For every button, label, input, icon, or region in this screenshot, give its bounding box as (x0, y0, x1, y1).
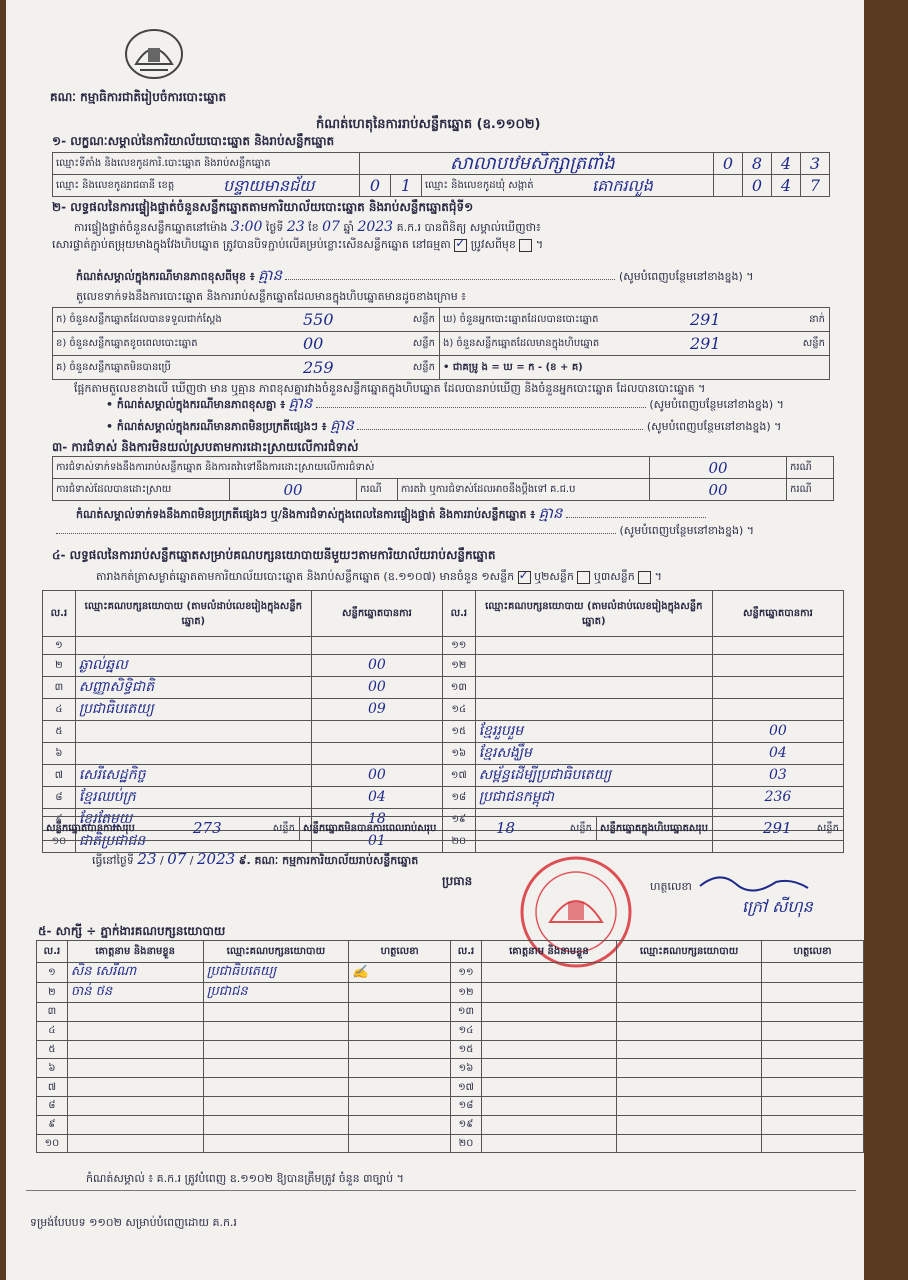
verification-time: 3:00 (230, 219, 263, 235)
results-row (43, 698, 844, 720)
province-code-1: 0 (360, 175, 391, 197)
row-number: ១៣ (450, 681, 467, 693)
vote-count: 09 (367, 701, 386, 718)
witness-name: ចាន់ ថន (70, 984, 113, 999)
resolved-label: ការជំទាស់ដែលបានដោះស្រាយ (53, 479, 230, 501)
document-page (6, 0, 864, 1280)
nec-emblem-icon (122, 26, 186, 82)
verification-month: 07 (322, 219, 340, 235)
witness-row (37, 983, 864, 1003)
station-code-3: 4 (772, 153, 801, 175)
vote-count: 00 (367, 679, 386, 696)
row-number: ២ (48, 987, 56, 998)
results-row (43, 786, 844, 808)
row-number: ១៦ (458, 1062, 474, 1074)
section4-heading: ៤- លទ្ធផលនៃការរាប់សន្លឹកឆ្នោតសម្រាប់គណបក្សនយោបាយនីមួយៗតាមការិយាល័យរាប់សន្លឹកឆ្នោត (52, 548, 496, 562)
results-row (43, 742, 844, 764)
witness-table: ល.រ គោត្តនាម និងនាមខ្លួន ឈ្មោះគណបក្សនយោបាយ ហត្ថលេខា ល.រ គោត្តនាម និងនាមខ្លួន ឈ្មោះគណបក្សនយោបាយ ហត្ថលេខា ១ សិន សេរីណា ប្រជាធិបតេយ្យ ✍ ១១ ២ ចាន់ ថន ប្រជាជន ១២ ៣ ១៣ ៤ ១៤ ៥ ១៥ ៦ ១៦ ៧ ១៧ ៨ ១៨ ៩ ១៩ ១០ ២០ (36, 940, 864, 1153)
counts-subheading: តួលេខទាក់ទងនឹងការបោះឆ្នោត និងការរាប់សន្លឹកឆ្នោតដែលមានក្នុងហិបឆ្នោតមានដូចខាងក្រោម ៖ (76, 290, 467, 303)
total-box-value: 291 (763, 819, 792, 837)
row-number: ៥ (48, 1043, 56, 1055)
row-number: ១១ (451, 639, 467, 651)
results-row (43, 637, 844, 655)
party-name: ខ្មែរតែមួយ (78, 810, 133, 827)
section4-intro: តារាងកត់ត្រាសម្ងាត់ឆ្នោតតាមការិយាល័យបោះឆ្នោត និងរាប់សន្លឹកឆ្នោត (ឧ.១១០៧) មានចំនួន ១សន្លឹក ✓ ឬ២សន្លឹក ឬ៣សន្លឹក ។ (96, 570, 662, 584)
vote-count: 18 (367, 811, 386, 828)
row-number: ១២ (458, 987, 474, 998)
party-name: ខ្មែរសង្ឃឹម (478, 744, 532, 761)
row-number: ១៣ (457, 1006, 475, 1018)
section1-table (52, 152, 830, 197)
polling-station-label: ឈ្មោះទីតាំង និងលេខកូដការិ.បោះឆ្នោត និងរាប់សន្លឹកឆ្នោត (53, 153, 360, 175)
signature-label: ហត្ថលេខា (650, 880, 692, 893)
commune-label: ឈ្មោះ និងលេខកូដឃុំ សង្កាត់ (425, 180, 534, 191)
form-footer: ទម្រង់បែបបទ ១១០២ សម្រាប់បំពេញដោយ គ.ក.រ (30, 1216, 237, 1229)
commune-code-2: 4 (772, 175, 801, 197)
committee-name: គណៈ កម្មាធិការជាតិរៀបចំការបោះឆ្នោត (50, 90, 227, 104)
objections-table: ការជំទាស់ទាក់ទងនឹងការរាប់សន្លឹកឆ្នោត និងការតវ៉ាទៅនឹងការដោះស្រាយលើការជំទាស់ 00 ករណី ការជំទាស់ដែលបានដោះស្រាយ 00 ករណី ការតវ៉ា ឬការជំទាស់ដែលអាចនឹងប្តឹងទៅ គ.ជ.ប 00 ករណី (52, 456, 834, 501)
witness-party: ប្រជាជន (206, 984, 248, 999)
resolved-value: 00 (283, 480, 303, 499)
section3-heading: ៣- ការជំទាស់ និងការមិនយល់ស្របតាមការដោះស្រាយលើការជំទាស់ (52, 440, 359, 454)
row-number: ១៤ (451, 703, 467, 715)
commune-code-spacer (714, 175, 743, 197)
witness-row (37, 963, 864, 983)
row-number: ៤ (55, 703, 63, 715)
vote-count: 00 (367, 657, 386, 674)
counts-row: ខ) ចំនួនសន្លឹកឆ្នោតខូចពេលបោះឆ្នោត 00 សន្លឹក ង) ចំនួនសន្លឹកឆ្នោតដែលមានក្នុងហិបឆ្នោត 291 សន្លឹក (53, 332, 830, 356)
appeal-label: ការតវ៉ា ឬការជំទាស់ដែលអាចនឹងប្តឹងទៅ គ.ជ.ប (397, 479, 649, 501)
party-name: ខ្មែររួបរួម (478, 722, 524, 739)
row-number: ១៩ (458, 1119, 474, 1131)
results-table: ល.រ ឈ្មោះគណបក្សនយោបាយ (តាមលំដាប់លេខរៀងក្នុងសន្លឹកឆ្នោត) សន្លឹកឆ្នោតបានការ ល.រ ឈ្មោះគណបក្សនយោបាយ (តាមលំដាប់លេខរៀងក្នុងសន្លឹកឆ្នោត) សន្លឹកឆ្នោតបានការ ១ ១១ ២ ឆ្ងាល់ឆ្នល 00 ១២ ៣ សញ្ញាសិទ្ធិជាតិ 00 ១៣ ៤ ប្រជាធិបតេយ្យ 09 ១៤ ៥ ១៥ ខ្មែររួបរួម 00 ៦ ១៦ ខ្មែរសង្ឃឹម 04 ៧ សេរីសេដ្ឋកិច្ច 00 ១៧ សម្ព័ន្ធដើម្បីប្រជាធិបតេយ្យ 03 ៨ ខ្មែរឈប់ក្រ 04 ១៨ ប្រជាជនកម្ពុជា 236 ៩ ខ្មែរតែមួយ 18 ១៩ ១០ ជាតិប្រជាជន 01 ២០ (42, 590, 844, 853)
row-number: ៤ (48, 1025, 56, 1037)
signing-date: ធ្វើនៅថ្ងៃទី 23 / 07 / 2023 ៩. គណៈ កម្មការការិយាល័យរាប់សន្លឹកឆ្នោត (92, 850, 419, 868)
commune-cell (422, 175, 714, 197)
witness-party: ប្រជាធិបតេយ្យ (206, 964, 277, 979)
station-code-2: 8 (743, 153, 772, 175)
party-name: ឆ្ងាល់ឆ្នល (78, 656, 128, 673)
chair-label: ប្រធាន (442, 874, 473, 888)
counts-row: គ) ចំនួនសន្លឹកឆ្នោតមិនបានប្រើ 259 សន្លឹក • ជាគម្រូ ង = ឃ = ក - (ខ + គ) (53, 356, 830, 380)
verification-year: 2023 (357, 219, 394, 235)
row-number: ១២ (451, 659, 467, 671)
party-name: សញ្ញាសិទ្ធិជាតិ (78, 678, 155, 695)
row-number: ១០ (44, 1137, 60, 1149)
row-number: ៨ (48, 1100, 56, 1112)
row-number: ៥ (55, 725, 63, 737)
vote-count: 04 (769, 745, 787, 762)
station-code-1: 0 (714, 153, 743, 175)
seal-yes-checkbox (454, 239, 467, 252)
seal-line: សោរផ្ទាត់ភ្ជាប់តម្រុយមាងក្នុងវែងហិបឆ្នោត ត្រូវបានបិទភ្ជាប់លើគម្រប់ខ្លោះសើនសន្លឹកឆ្នោត នៅធម្មតា ✓ ប្រូវសពីមុខ ។ (52, 238, 832, 252)
row-number: ១៧ (450, 769, 467, 781)
verification-day: 23 (286, 219, 305, 235)
vote-count: 236 (764, 789, 792, 806)
commune-code-1: 0 (743, 175, 772, 197)
counts-table (52, 307, 830, 380)
row-number: ១៤ (458, 1025, 474, 1037)
row-number: ១៨ (451, 791, 467, 803)
irregularity-note: • កំណត់សម្គាល់ក្នុងករណីមានភាពមិនប្រក្រតីផ្សេងៗ ៖ គ្មាន (សូមបំពេញបន្ថែមនៅខាងខ្នង) ។ (106, 416, 782, 434)
objection-note-hint: (សូមបំពេញបន្ថែមនៅខាងខ្នង) ។ (56, 524, 754, 538)
witness-row (37, 1096, 864, 1115)
witness-row (37, 1134, 864, 1153)
province-cell (53, 175, 360, 197)
counts-row: ក) ចំនួនសន្លឹកឆ្នោតដែលបានទទួលជាក់ស្តែង 550 សន្លឹក ឃ) ចំនួនអ្នកបោះឆ្នោតដែលបានបោះឆ្នោត 291 នាក់ (53, 308, 830, 332)
total-valid-value: 273 (193, 819, 222, 837)
party-name: ប្រជាជនកម្ពុជា (478, 788, 554, 805)
appeal-value: 00 (708, 480, 728, 499)
commune-value: គោករលួង (592, 176, 653, 195)
witness-signature: ✍ (352, 965, 369, 980)
objection-note: កំណត់សម្គាល់ទាក់ទងនឹងភាពមិនប្រក្រតីផ្សេងៗ ឬ/និងការជំទាស់ក្នុងពេលនៃការផ្ទៀងផ្ទាត់ និងការរាប់សន្លឹកឆ្នោត ៖ គ្មាន (76, 506, 706, 522)
row-number: ១ (48, 967, 56, 978)
row-number: ១ (55, 639, 63, 651)
row-number: ៦ (55, 747, 63, 759)
verification-line: ការផ្ទៀងផ្ទាត់ចំនួនសន្លឹកឆ្នោតនៅម៉ោង 3:00 ថ្ងៃទី 23 ខែ 07 ឆ្នាំ 2023 គ.ក.រ បានពិនិត្យ សម្គាល់ឃើញថា៖ (74, 219, 541, 235)
one-sheet-checkbox (518, 571, 531, 584)
seal-no-checkbox (519, 239, 532, 252)
vote-count: 04 (367, 789, 386, 806)
party-name: ជាតិប្រជាជន (78, 832, 146, 849)
vote-count: 01 (367, 833, 386, 850)
polling-station-value: សាលាបឋមសិក្សាត្រពាំង (450, 153, 615, 174)
province-value: បន្ទាយមានជ័យ (223, 176, 315, 195)
party-name: ខ្មែរឈប់ក្រ (78, 788, 136, 805)
station-code-4: 3 (801, 153, 830, 175)
compare-line: ផ្អែកតាមតួលេខខាងលើ ឃើញថា មាន ឬគ្មាន ភាពខុសគ្នារវាងចំនួនសន្លឹកឆ្នោតក្នុងហិបឆ្នោត ដែលបានរាប់ឃើញ និងចំនួនអ្នកបោះឆ្នោត ដែលបានបោះឆ្នោត ។ (74, 382, 706, 395)
party-name: សេរីសេដ្ឋកិច្ច (78, 766, 146, 783)
document-title: កំណត់ហេតុនៃការរាប់សន្លឹកឆ្នោត (ឧ.១១០២) (316, 117, 541, 132)
witness-body (37, 963, 864, 1153)
row-number: ៣ (47, 1006, 57, 1018)
voters-value: 291 (690, 310, 721, 329)
witness-name: សិន សេរីណា (70, 964, 137, 979)
totals-table: សន្លឹកឆ្នោតបានការសរុប 273 សន្លឹក សន្លឹកឆ្នោតមិនបានការពេលរាប់សរុប 18 សន្លឹក សន្លឹកឆ្នោតក្នុងហិបឆ្នោតសរុប 291 សន្លឹក (42, 816, 844, 841)
party-name: ប្រជាធិបតេយ្យ (78, 700, 154, 717)
commune-code-3: 7 (801, 175, 830, 197)
row-number: ៨ (55, 791, 63, 803)
row-number: ១៦ (451, 747, 467, 759)
difference-note: • កំណត់សម្គាល់ក្នុងករណីមានភាពខុសគ្នា ៖ គ្មាន (សូមបំពេញបន្ថែមនៅខាងខ្នង) ។ (106, 394, 784, 412)
received-ballots-value: 550 (303, 310, 334, 329)
witness-row (37, 1040, 864, 1059)
witness-row (37, 1078, 864, 1097)
row-number: ៣ (54, 681, 64, 693)
row-number: ៧ (47, 1081, 57, 1093)
spoiled-ballots-value: 00 (303, 334, 324, 353)
ballots-in-box-value: 291 (690, 334, 721, 353)
footer-divider (26, 1190, 856, 1191)
seal-note: កំណត់សម្គាល់ក្នុងករណីមានភាពខុសពីមុខ ៖ គ្មាន (សូមបំពេញបន្ថែមនៅខាងខ្នង) ។ (76, 266, 754, 284)
row-number: ២ (55, 659, 63, 671)
witness-row (37, 1003, 864, 1022)
vote-count: 03 (769, 767, 787, 784)
province-label: ឈ្មោះ និងលេខកូដរាជធានី ខេត្ត (56, 180, 175, 191)
section5-heading: ៥- សាក្សី ÷ ភ្នាក់ងារគណបក្សនយោបាយ (38, 924, 226, 938)
section2-heading: ២- លទ្ធផលនៃការផ្ទៀងផ្ទាត់ចំនួនសន្លឹកឆ្នោតតាមការិយាល័យបោះឆ្នោត និងរាប់សន្លឹកឆ្នោតជុំទី១ (52, 200, 474, 214)
total-invalid-value: 18 (496, 819, 516, 837)
row-number: ១៨ (458, 1100, 474, 1112)
results-row (43, 654, 844, 676)
three-sheet-checkbox (638, 571, 651, 584)
footnote: កំណត់សម្គាល់ ៖ គ.ក.រ ត្រូវបំពេញ ឧ.១១០២ ឱ្យបានត្រឹមត្រូវ ចំនួន ៣ច្បាប់ ។ (86, 1172, 404, 1185)
row-number: ៦ (48, 1062, 56, 1074)
chair-signature-icon (696, 868, 816, 898)
row-number: ៩ (55, 813, 63, 825)
row-number: ២០ (458, 1137, 474, 1149)
province-code-2: 1 (391, 175, 422, 197)
row-number: ១៥ (458, 1043, 474, 1055)
row-number: ១៧ (458, 1081, 474, 1093)
results-row (43, 764, 844, 786)
results-row (43, 676, 844, 698)
row-number: ៧ (54, 769, 63, 781)
chair-name: ក្រៅ សីហុន (742, 897, 813, 916)
row-number: ៩ (48, 1119, 56, 1131)
row-number: ១១ (458, 967, 474, 978)
witness-row (37, 1021, 864, 1040)
two-sheet-checkbox (577, 571, 590, 584)
vote-count: 00 (367, 767, 386, 784)
witness-row (37, 1059, 864, 1078)
vote-count: 00 (769, 723, 787, 740)
row-number: ១៥ (451, 725, 467, 737)
objections-label: ការជំទាស់ទាក់ទងនឹងការរាប់សន្លឹកឆ្នោត និងការតវ៉ាទៅនឹងការដោះស្រាយលើការជំទាស់ (53, 457, 650, 479)
party-name: សម្ព័ន្ធដើម្បីប្រជាធិបតេយ្យ (478, 766, 612, 783)
unused-ballots-value: 259 (303, 358, 334, 377)
row-number: ១៩ (451, 813, 467, 825)
results-row (43, 720, 844, 742)
polling-station-value-cell (360, 153, 714, 175)
objections-value: 00 (708, 458, 728, 477)
row-number: ១០ (51, 835, 67, 847)
section1-heading: ១- លក្ខណៈសម្គាល់នៃការិយាល័យបោះឆ្នោត និងរាប់សន្លឹកឆ្នោត (52, 134, 335, 148)
witness-row (37, 1115, 864, 1134)
row-number: ២០ (451, 835, 467, 847)
